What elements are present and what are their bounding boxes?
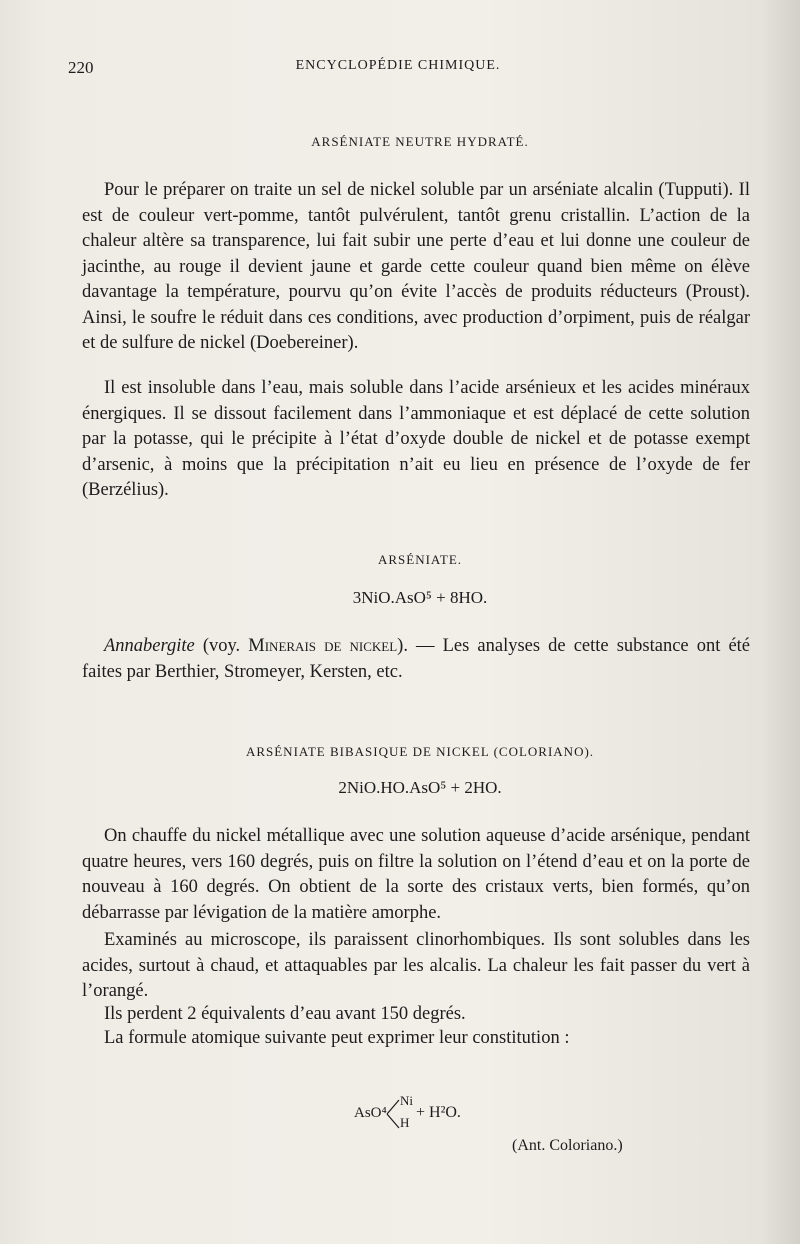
annabergite-text: ). — Les analyses de cette substance ont été faites par Berthier, Stromeyer, Kersten, etc. <box>82 636 751 682</box>
paragraph-text: La formule atomique suivante peut exprimer leur constitution : <box>104 1028 570 1048</box>
paragraph-bibasique-water <box>82 1002 750 1027</box>
formula-arseniate: 3NiO.AsO⁵ + 8HO. <box>352 588 488 607</box>
bond-lines-icon <box>386 1095 400 1133</box>
formula-upper-group: Ni <box>400 1093 413 1108</box>
structural-formula <box>354 1093 494 1137</box>
paragraph-text: Examinés au microscope, ils paraissent clinorhombiques. Ils sont solubles dans les acides, surtout à chaud, et attaquables par les alcalis. La chaleur les fait passer du vert à l’orangé. <box>82 930 750 1001</box>
formula-bibasique: 2NiO.HO.AsO⁵ + 2HO. <box>338 778 502 797</box>
formula-suffix: + H²O. <box>416 1104 461 1121</box>
paragraph-text: Il est insoluble dans l’eau, mais soluble dans l’acide arsénieux et les acides minéraux énergiques. Il se dissout facilement dans l’ammoniaque et est déplacé de cette solution par la potasse, qui le précipite à l’état d’oxyde double de nickel et de potasse exempt d’arsenic, à moins que la précipitation n’ait eu lieu en présence de l’oxyde de fer (Berzélius). <box>82 378 750 500</box>
page-edge-shadow <box>760 0 800 1244</box>
formula-lower-group: H <box>400 1115 410 1130</box>
section-title-arseniate: ARSÉNIATE. <box>377 552 463 567</box>
paragraph-text: Ils perdent 2 équivalents d’eau avant 150 degrés. <box>104 1004 466 1024</box>
formula-prefix: AsO⁴ <box>354 1105 387 1121</box>
paragraph-text: On chauffe du nickel métallique avec une solution aqueuse d’acide arsénique, pendant quatre heures, vers 160 degrés, puis on filtre la solution on l’étend d’eau et on la porte de nouveau à 160 degrés. On obtient de la sorte des cristaux verts, bien formés, qu’on débarrasse par lévigation de la matière amorphe. <box>82 826 750 923</box>
paragraph-text: Pour le préparer on traite un sel de nickel soluble par un arséniate alcalin (Tupputi). Il est de couleur vert-pomme, tantôt pulvérulent, tantôt grenu cristallin. L’action de la chaleur altère sa transparence, lui fait subir une perte d’eau et lui donne une couleur de jacinthe, au rouge il devient jaune et garde cette couleur quand bien même on élève davantage la température, pourvu qu’on évite l’accès de produits réducteurs (Proust). Ainsi, le soufre le réduit dans ces conditions, avec production d’orpiment, puis de réalgar et de sulfure de nickel (Doebereiner). <box>82 180 750 353</box>
section-title-bibasique: ARSÉNIATE BIBASIQUE DE NICKEL (COLORIANO). <box>245 744 595 759</box>
paragraph-neutre-preparation <box>82 178 750 357</box>
annabergite-term: Annabergite <box>104 636 195 656</box>
running-title: ENCYCLOPÉDIE CHIMIQUE. <box>295 58 501 73</box>
paragraph-annabergite <box>82 634 750 685</box>
paragraph-bibasique-formula-intro <box>82 1026 750 1051</box>
section-title-neutre: ARSÉNIATE NEUTRE HYDRATÉ. <box>311 134 529 149</box>
paragraph-neutre-solubility <box>82 376 750 504</box>
paragraph-bibasique-preparation <box>82 824 750 926</box>
page-number: 220 <box>68 58 94 77</box>
attribution: (Ant. Coloriano.) <box>512 1137 623 1154</box>
cross-reference-minerais: Minerais de nickel <box>248 636 398 656</box>
paragraph-bibasique-microscope <box>82 928 750 1005</box>
annabergite-voy: (voy. <box>194 636 249 656</box>
page-header <box>68 58 728 80</box>
